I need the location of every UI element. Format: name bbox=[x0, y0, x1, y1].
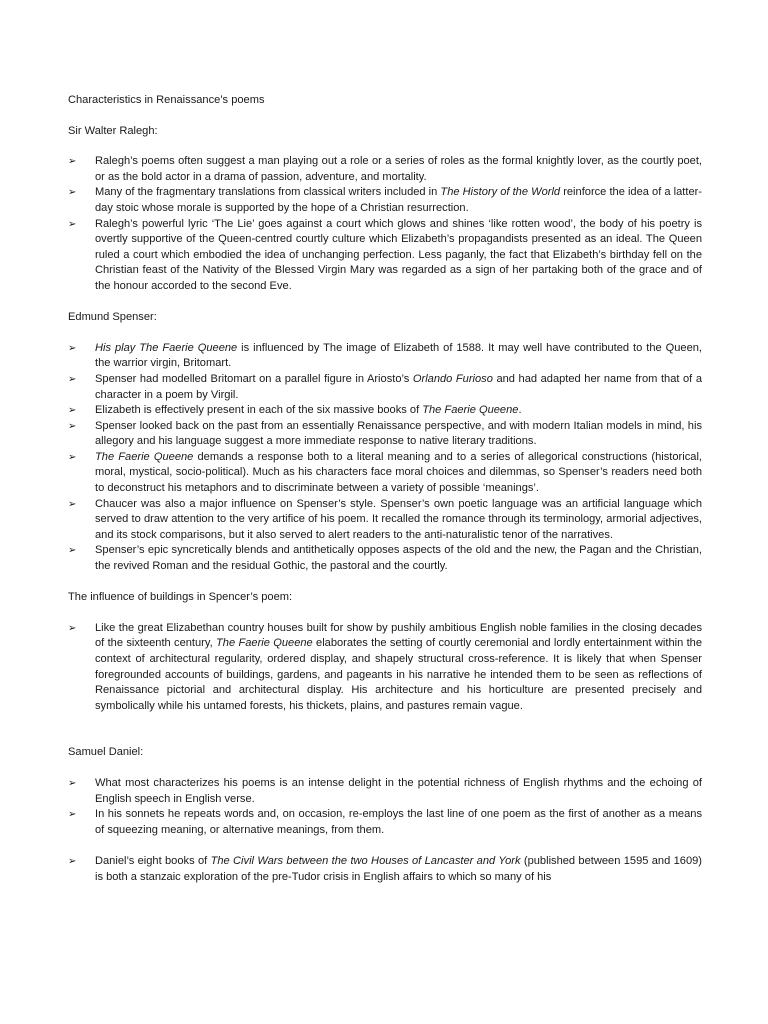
arrow-bullet-icon: ➢ bbox=[68, 187, 77, 199]
buildings-bullet-list bbox=[68, 621, 702, 715]
document-title: Characteristics in Renaissance’s poems bbox=[68, 94, 265, 106]
ralegh-bullet-list bbox=[68, 154, 702, 294]
arrow-bullet-icon: ➢ bbox=[68, 451, 77, 463]
arrow-bullet-icon: ➢ bbox=[68, 622, 77, 634]
section-heading-spenser: Edmund Spenser: bbox=[68, 311, 157, 324]
arrow-bullet-icon: ➢ bbox=[68, 218, 77, 230]
list-item: ➢ Ralegh’s poems often suggest a man playing out a role or a series of roles as the formal knightly lover, as the courtly poet, or as the bold actor in a drama of passion, adventure, and mortality. bbox=[68, 155, 702, 183]
arrow-bullet-icon: ➢ bbox=[68, 777, 77, 789]
section-heading-ralegh: Sir Walter Ralegh: bbox=[68, 124, 158, 137]
arrow-bullet-icon: ➢ bbox=[68, 545, 77, 557]
list-item: ➢ Many of the fragmentary translations from classical writers included in The History of the World reinforce the idea of a latter-day stoic whose morale is supported by the hope of a Christian resurrection. bbox=[68, 186, 703, 214]
list-item: ➢ In his sonnets he repeats words and, on occasion, re-employs the last line of one poem as the first of another as a means of squeezing meaning, or alternative meanings, from them. bbox=[68, 808, 702, 836]
section-heading-buildings: The influence of buildings in Spencer’s poem: bbox=[68, 591, 293, 604]
arrow-bullet-icon: ➢ bbox=[68, 342, 77, 354]
arrow-bullet-icon: ➢ bbox=[68, 855, 77, 867]
list-item: ➢ Spenser’s epic syncretically blends and antithetically opposes aspects of the old and the new, the Pagan and the Christian, the revived Roman and the residual Gothic, the pastoral and the courtly. bbox=[68, 544, 702, 573]
arrow-bullet-icon: ➢ bbox=[68, 809, 77, 821]
list-item: ➢ Spenser looked back on the past from an essentially Renaissance perspective, and with modern Italian models in mind, his allegory and his language suggest a more immediate response to native literary traditions. bbox=[68, 419, 702, 448]
list-item: ➢ Daniel’s eight books of The Civil Wars between the two Houses of Lancaster and York (published between 1595 and 1609) is both a stanzaic exploration of the pre-Tudor crisis in English affairs to which so many of his bbox=[68, 854, 702, 883]
daniel-bullet-list bbox=[68, 776, 702, 838]
list-item: ➢ The Faerie Queene demands a response both to a literal meaning and to a series of allegorical constructions (historical, moral, mystical, socio-political). Much as his characters face moral choices and dilemmas, so Spenser’s readers need both to deconstruct his metaphors and to discriminate between a variety of possible ‘meanings’. bbox=[68, 450, 702, 495]
daniel-bullet-list-2 bbox=[68, 854, 702, 885]
list-item: ➢ Chaucer was also a major influence on Spenser’s style. Spenser’s own poetic language was an artificial language which served to draw attention to the very artifice of his poem. It recalled the romance through its terminology, armorial adjectives, and its stock comparisons, but it also served to alert readers to the anti-naturalistic tenor of the narratives. bbox=[68, 497, 702, 541]
list-item: ➢ Ralegh’s powerful lyric ‘The Lie’ goes against a court which glows and shines ‘like rotten wood’, the body of his poetry is overtly supportive of the Queen-centred courtly culture which Elizabeth’s propagandists presented as an ideal. The Queen ruled a court which embodied the idea of unchanging perfection. Less paganly, the fact that Elizabeth’s birthday fell on the Christian feast of the Nativity of the Blessed Virgin Mary was regarded as a sign of her partaking both of the grace and of the honour accorded to the second Eve. bbox=[68, 217, 702, 292]
list-item: ➢ His play The Faerie Queene is influenced by The image of Elizabeth of 1588. It may well have contributed to the Queen, the warrior virgin, Britomart. bbox=[68, 341, 703, 370]
arrow-bullet-icon: ➢ bbox=[68, 373, 77, 385]
arrow-bullet-icon: ➢ bbox=[68, 156, 77, 168]
list-item: ➢ Spenser had modelled Britomart on a parallel figure in Ariosto’s Orlando Furioso and had adapted her name from that of a character in a poem by Virgil. bbox=[68, 372, 702, 401]
section-heading-daniel: Samuel Daniel: bbox=[68, 746, 144, 759]
list-item: ➢ Elizabeth is effectively present in each of the six massive books of The Faerie Queene. bbox=[68, 403, 702, 419]
list-item: ➢ Like the great Elizabethan country houses built for show by pushily ambitious English noble families in the closing decades of the sixteenth century, The Faerie Queene elaborates the setting of courtly ceremonial and lordly entertainment within the context of architectural regularity, ordered display, and shapely structural cross-reference. It is likely that when Spenser foregrounded accounts of buildings, gardens, and pageants in his narrative he intended them to be seen as reflections of Renaissance pictorial and architectural display. His architecture and his horticulture are presented precisely and symbolically while his untamed forests, his thickets, plains, and pastures remain vague. bbox=[68, 621, 702, 712]
book-title: The History of the World bbox=[440, 186, 561, 199]
list-item: ➢ What most characterizes his poems is an intense delight in the potential richness of English rhythms and the echoing of English speech in English verse. bbox=[68, 776, 702, 805]
spenser-bullet-list bbox=[68, 341, 702, 575]
arrow-bullet-icon: ➢ bbox=[68, 420, 77, 432]
arrow-bullet-icon: ➢ bbox=[68, 405, 77, 417]
arrow-bullet-icon: ➢ bbox=[68, 498, 77, 510]
